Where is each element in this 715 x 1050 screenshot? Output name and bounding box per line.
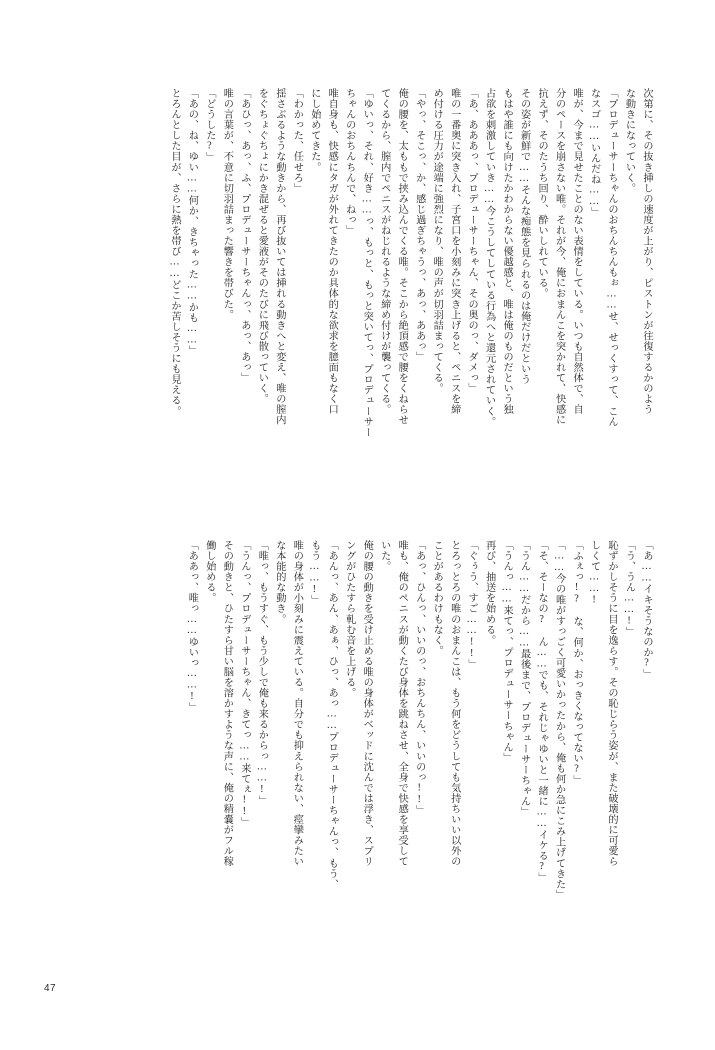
- lower-text-column-20: もう……!」: [308, 540, 320, 606]
- upper-text-column-26: 「どうした?」: [203, 88, 215, 163]
- lower-text-column-3: 恥ずかしそうに目を逸らす。その恥じらう姿が、また破壊的に可愛ら: [606, 540, 618, 867]
- upper-text-block: [163, 88, 653, 508]
- upper-text-column-18: ちゃんのおちんちんで、ねっ」: [343, 88, 355, 236]
- lower-text-column-27: 「ああっ、唯っ……ゆいっ……!」: [186, 540, 198, 713]
- upper-text-column-6: 分のペースを崩さない唯。それが今、俺におまんこを突かれて、快感に: [553, 88, 565, 426]
- lower-text-column-12: とろっとろの唯のおまんこは、もう何をどうしても気持ちいい以外の: [448, 540, 460, 867]
- lower-text-column-21: 唯の身体が小刻みに震えている。自分でも抑えられない、痙攣みたい: [291, 540, 303, 867]
- lower-text-column-11: 「ぐぅう、すご……!!」: [466, 540, 478, 670]
- upper-text-column-12: 唯の一番奥に突き入れ、子宮口を小刻みに突き上げると、ペニスを締: [448, 88, 460, 415]
- lower-text-column-1: 「あ……イキそうなのか?」: [641, 540, 652, 680]
- upper-text-column-21: 「わかった、任せろ」: [291, 88, 303, 194]
- lower-text-column-15: 唯も、俺のペニスが動くたび身体を跳ねさせ、全身で快感を享受して: [396, 540, 408, 867]
- lower-text-column-23: 「唯っ、もうすぐ、もう少しで俺も来るからっ……!」: [256, 540, 268, 806]
- lower-text-column-7: 「そ、そーなの? ん……でも、それじゃゆいと一緒に……イケる?」: [536, 540, 548, 883]
- upper-text-column-16: てくるから、膣内でペニスがねじれるような締め付けが襲ってくる。: [378, 88, 390, 415]
- lower-text-column-8: 「うん……だから……最後まで、プロデューサーちゃん」: [518, 540, 530, 818]
- lower-text-column-19: 「あんっ、あん、あぁ、ひっ、あっ……プロデューサーちゃんっ、もう、: [326, 540, 338, 890]
- upper-text-column-19: 唯自身も、快感にタガが外れてきたのか具体的な欲求を臆面もなく口: [326, 88, 338, 415]
- page-number: 47: [44, 983, 57, 994]
- upper-text-column-3: 「プロデューサーちゃんのおちんちんもぉ……せ、せっくすって、こん: [606, 88, 618, 427]
- upper-text-column-20: にし始めてきた。: [308, 88, 320, 173]
- upper-text-column-15: 俺の腰を、太ももで挟み込んでくる唯。そこから絶頂感で腰をくねらせ: [396, 88, 408, 426]
- upper-text-column-17: 「ゆいっ、それ、好き……っ、もっと、もっと突いてっ、プロデューサー: [361, 88, 373, 438]
- upper-text-column-27: 「あの、ね、ゆい……何か、きちゃった……かも……」: [186, 88, 198, 357]
- upper-text-column-13: め付ける圧力が途端に強烈になり、唯の声が切羽詰まってくる。: [431, 88, 443, 394]
- lower-text-column-17: 俺の腰の動きを受け止める唯の身体がベッドに沈んでは浮き、スプリ: [361, 540, 373, 867]
- upper-text-column-14: 「やっ、そこっ、か、感じ過ぎちゃうっ、あっ、ああっ」: [413, 88, 425, 363]
- upper-text-column-25: 唯の言葉が、不意に切羽詰まった響きを帯びた。: [221, 88, 233, 320]
- lower-text-block: [181, 540, 653, 960]
- lower-text-column-9: 「うんっ……来てっ、プロデューサーちゃん」: [501, 540, 513, 763]
- upper-text-column-4: なスゴ……いんだね……」: [588, 88, 600, 218]
- upper-text-column-5: 唯が、今まで見せたことのない表情をしている。いつも自然体で、自: [571, 88, 583, 415]
- upper-text-column-11: 「あ、あああっ、プロデューサーちゃん、その奥のっ、ダメっ」: [466, 88, 478, 394]
- upper-text-column-28: とろんとした目が、さらに熱を帯び……どこか苦しそうにも見える。: [168, 88, 180, 417]
- upper-text-column-22: 揺さぶるような動きから、再び抜いては挿れる動きへと変え、唯の膣内: [273, 88, 285, 426]
- upper-text-column-7: 抗えず、そのたうち回り、酔いしれている。: [536, 88, 548, 299]
- lower-text-column-6: 「……今の唯がすっごく可愛いかったから、俺も何か急にこみ上げてきた」: [553, 540, 565, 900]
- lower-text-column-16: いた。: [378, 540, 390, 572]
- upper-text-column-8: その姿が新鮮で……そんな痴態を見られるのは俺だけだという: [518, 88, 530, 385]
- upper-text-column-24: 「あひっ、あっ、ふ、プロデューサーちゃんっ、あっ、あっ」: [238, 88, 250, 384]
- lower-text-column-24: 「うんっ、プロデューサーちゃん、きてっ……来てぇ!!」: [238, 540, 250, 828]
- lower-text-column-14: 「あっ、ひんっ、いいのっ、おちんちん、いいのっ!!」: [413, 540, 425, 816]
- lower-text-column-5: 「ふぇっ!? な、何か、おっきくなってない?」: [571, 540, 583, 786]
- upper-text-column-10: 占欲を刺激していき……今こうしてしている行為へと還元されていく。: [483, 88, 495, 427]
- upper-text-column-23: をぐちょぐちょにかき混ぜると愛液がそのたびに飛び散っていく。: [256, 88, 268, 405]
- lower-text-column-10: 再び、抽送を始める。: [483, 540, 495, 646]
- lower-text-column-13: ことがあるわけもなく。: [431, 540, 443, 656]
- lower-text-column-22: な本能的な動き。: [273, 540, 285, 625]
- upper-text-column-2: な動きになっていく。: [623, 88, 635, 194]
- lower-text-column-25: その動きと、ひたすら甘い脳を溶かすような声に、俺の精嚢がフル稼: [221, 540, 233, 867]
- lower-text-column-26: 働し始める。: [203, 540, 215, 604]
- lower-text-column-18: ングがひたすら軋む音を上げる。: [343, 540, 355, 699]
- upper-text-column-1: 次第に、その抜き挿しの速度が上がり、ピストンが往復するかのよう: [641, 88, 652, 415]
- upper-text-column-9: もはや誰にも向けたかわからない優越感と、唯は俺のものだという独: [501, 88, 513, 415]
- lower-text-column-2: 「う、うん……!」: [623, 540, 635, 638]
- lower-text-column-4: しくて……!: [588, 540, 600, 606]
